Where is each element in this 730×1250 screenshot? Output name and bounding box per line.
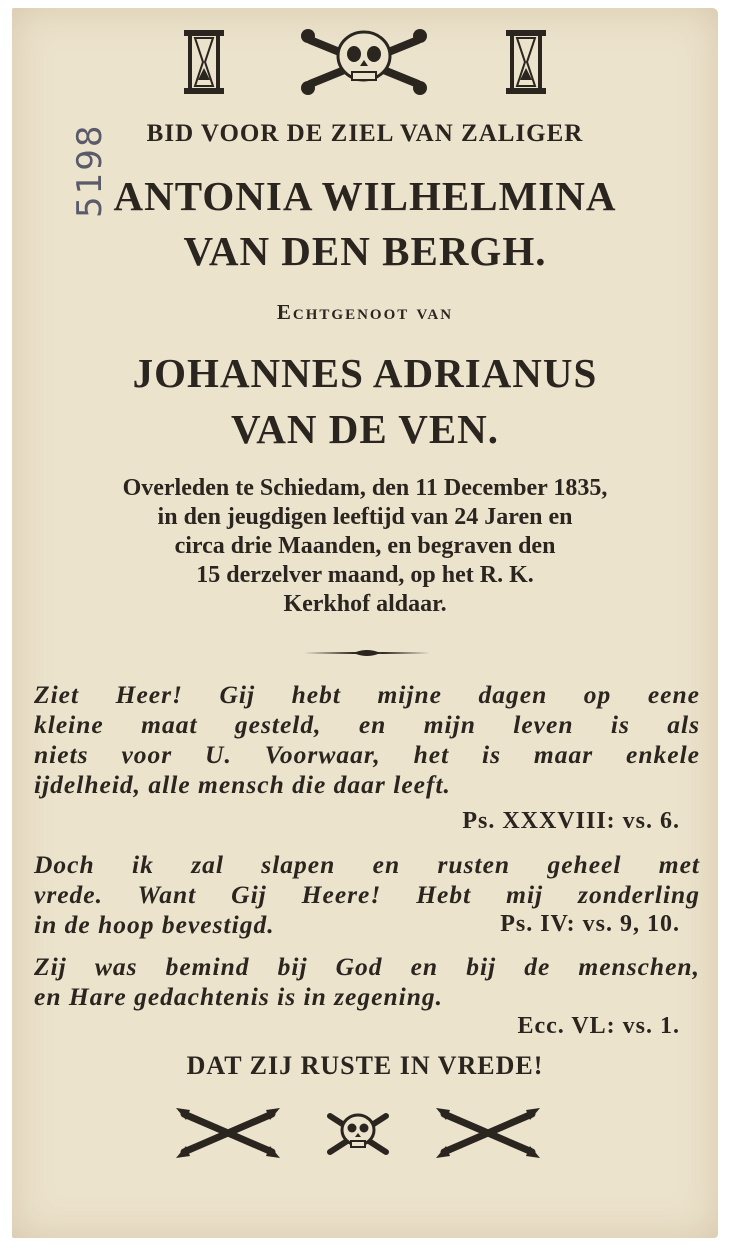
verse-line: Doch ik zal slapen en rusten geheel met — [34, 850, 700, 879]
details-line: in den jeugdigen leeftijd van 24 Jaren en — [157, 504, 573, 530]
verse-1 — [34, 680, 700, 800]
details-line: Kerkhof aldaar. — [283, 591, 447, 617]
verse-line: niets voor U. Voorwaar, het is maar enkele — [34, 740, 700, 769]
spouse-name-line2: VAN DE VEN. — [230, 406, 500, 452]
skull-crossbones-icon — [324, 1106, 392, 1160]
verse-line: in de hoop bevestigd. — [34, 910, 275, 939]
details-line: 15 derzelver maand, op het R. K. — [196, 562, 534, 588]
verse-line: kleine maat gesteld, en mijn leven is als — [34, 710, 700, 739]
hourglass-icon — [504, 28, 548, 96]
verse-line: vrede. Want Gij Heere! Hebt mij zonderling — [34, 880, 700, 909]
verse-line: Ziet Heer! Gij hebt mijne dagen op eene — [34, 680, 700, 709]
memorial-card — [12, 8, 718, 1238]
spouse-name-line1: JOHANNES ADRIANUS — [132, 350, 598, 396]
deceased-name-line1: ANTONIA WILHELMINA — [113, 173, 617, 219]
closing-prayer: DAT ZIJ RUSTE IN VREDE! — [186, 1051, 544, 1080]
verse-2-reference: Ps. IV: vs. 9, 10. — [500, 911, 680, 937]
verse-line: en Hare gedachtenis is in zegening. — [34, 982, 444, 1011]
spouse-label: Echtgenoot van — [276, 300, 454, 324]
verse-1-reference: Ps. XXXVIII: vs. 6. — [462, 808, 680, 834]
ornamental-divider — [304, 648, 430, 658]
skull-crossbones-icon — [300, 22, 428, 98]
prayer-heading: BID VOOR DE ZIEL VAN ZALIGER — [146, 120, 584, 147]
hourglass-icon — [182, 28, 226, 96]
crossed-torches-icon — [176, 1104, 280, 1160]
details-line: circa drie Maanden, en begraven den — [174, 533, 556, 559]
crossed-torches-icon — [436, 1104, 540, 1160]
verse-3 — [34, 952, 700, 1012]
deceased-name-line2: VAN DEN BERGH. — [183, 228, 547, 274]
verse-line: ijdelheid, alle mensch die daar leeft. — [34, 770, 451, 799]
details-line: Overleden te Schiedam, den 11 December 1835, — [122, 475, 608, 501]
death-details — [12, 474, 718, 619]
handwritten-number: 5198 — [70, 123, 110, 218]
verse-line: Zij was bemind bij God en bij de menschen, — [34, 952, 700, 981]
verse-3-reference: Ecc. VL: vs. 1. — [517, 1013, 680, 1039]
